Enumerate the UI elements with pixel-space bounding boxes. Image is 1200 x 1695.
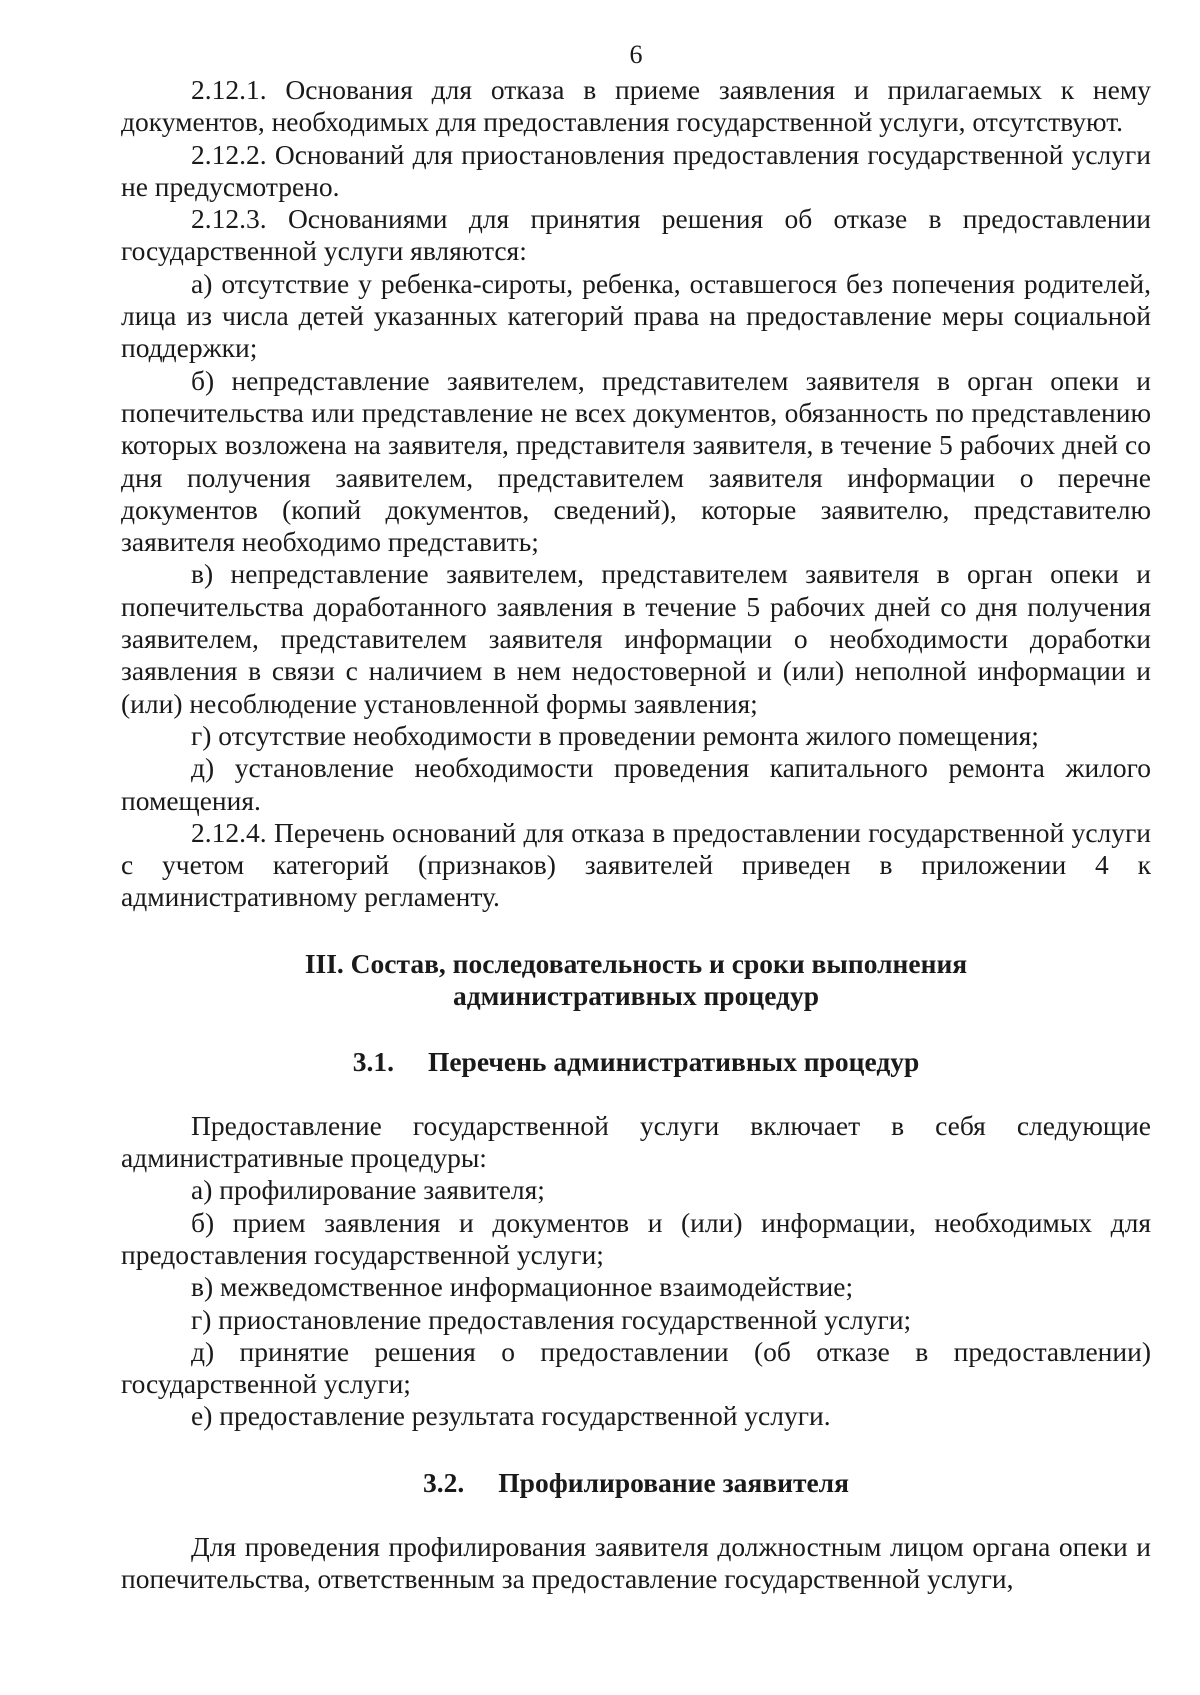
page-number: 6 [629, 40, 643, 69]
list-item-d: д) установление необходимости проведения капитального ремонта жилого помещения. [121, 752, 1151, 816]
subsection-3-2-heading [121, 1467, 1151, 1499]
procedure-item-e: е) предоставление результата государственной услуги. [191, 1400, 831, 1432]
procedure-item-g: г) приостановление предоставления государственной услуги; [191, 1303, 912, 1335]
procedure-item-d: д) принятие решения о предоставлении (об отказе в предоставлении) государственной услуги; [121, 1335, 1151, 1400]
subsection-3-2-title: Профилирование заявителя [498, 1466, 849, 1498]
document-page [121, 40, 1151, 1595]
section-3-title-line2: административных процедур [453, 979, 819, 1011]
section-3-title-line1: III. Состав, последовательность и сроки выполнения [304, 947, 968, 979]
procedure-item-b: б) прием заявления и документов и (или) информации, необходимых для предоставления государственной услуги; [121, 1206, 1151, 1270]
list-item-b: б) непредставление заявителем, представителем заявителя в орган опеки и попечительства или представление не всех документов, обязанность по представлению которых возложена на заявителя, представителя заявителя, в течение 5 рабочих дней со дня получения заявителем, представителем заявителя информации о перечне документов (копий документов, сведений), которые заявителю, представителю заявителя необходимо представить; [121, 364, 1151, 558]
subsection-3-2-number: 3.2. [423, 1466, 465, 1498]
procedure-item-a: а) профилирование заявителя; [191, 1174, 545, 1206]
paragraph-2-12-3: 2.12.3. Основаниями для принятия решения об отказе в предоставлении государственной услуги являются: [121, 203, 1151, 267]
profiling-paragraph: Для проведения профилирования заявителя должностным лицом органа опеки и попечительства, ответственным за предоставление государственной услуги, [121, 1530, 1151, 1594]
section-3-heading [121, 948, 1151, 1012]
list-item-g: г) отсутствие необходимости в проведении ремонта жилого помещения; [191, 719, 1039, 751]
subsection-3-1-title: Перечень административных процедур [427, 1045, 920, 1077]
paragraph-2-12-4: 2.12.4. Перечень оснований для отказа в предоставлении государственной услуги с учетом категорий (признаков) заявителей приведен в приложении 4 к административному регламенту. [121, 816, 1151, 913]
subsection-3-1-heading [121, 1046, 1151, 1078]
procedures-intro: Предоставление государственной услуги включает в себя следующие административные процедуры: [121, 1109, 1151, 1174]
paragraph-2-12-1: 2.12.1. Основания для отказа в приеме заявления и прилагаемых к нему документов, необходимых для предоставления государственной услуги, отсутствуют. [121, 74, 1151, 138]
paragraph-2-12-2: 2.12.2. Оснований для приостановления предоставления государственной услуги не предусмотрено. [121, 138, 1151, 202]
list-item-v: в) непредставление заявителем, представителем заявителя в орган опеки и попечительства доработанного заявления в течение 5 рабочих дней со дня получения заявителем, представителем заявителя информации о необходимости доработки заявления в связи с наличием в нем недостоверной и (или) неполной информации и (или) несоблюдение установленной формы заявления; [121, 558, 1151, 719]
subsection-3-1-number: 3.1. [352, 1045, 394, 1077]
list-item-a: а) отсутствие у ребенка-сироты, ребенка, оставшегося без попечения родителей, лица из числа детей указанных категорий права на предоставление меры социальной поддержки; [121, 267, 1151, 364]
procedure-item-v: в) межведомственное информационное взаимодействие; [191, 1271, 854, 1303]
